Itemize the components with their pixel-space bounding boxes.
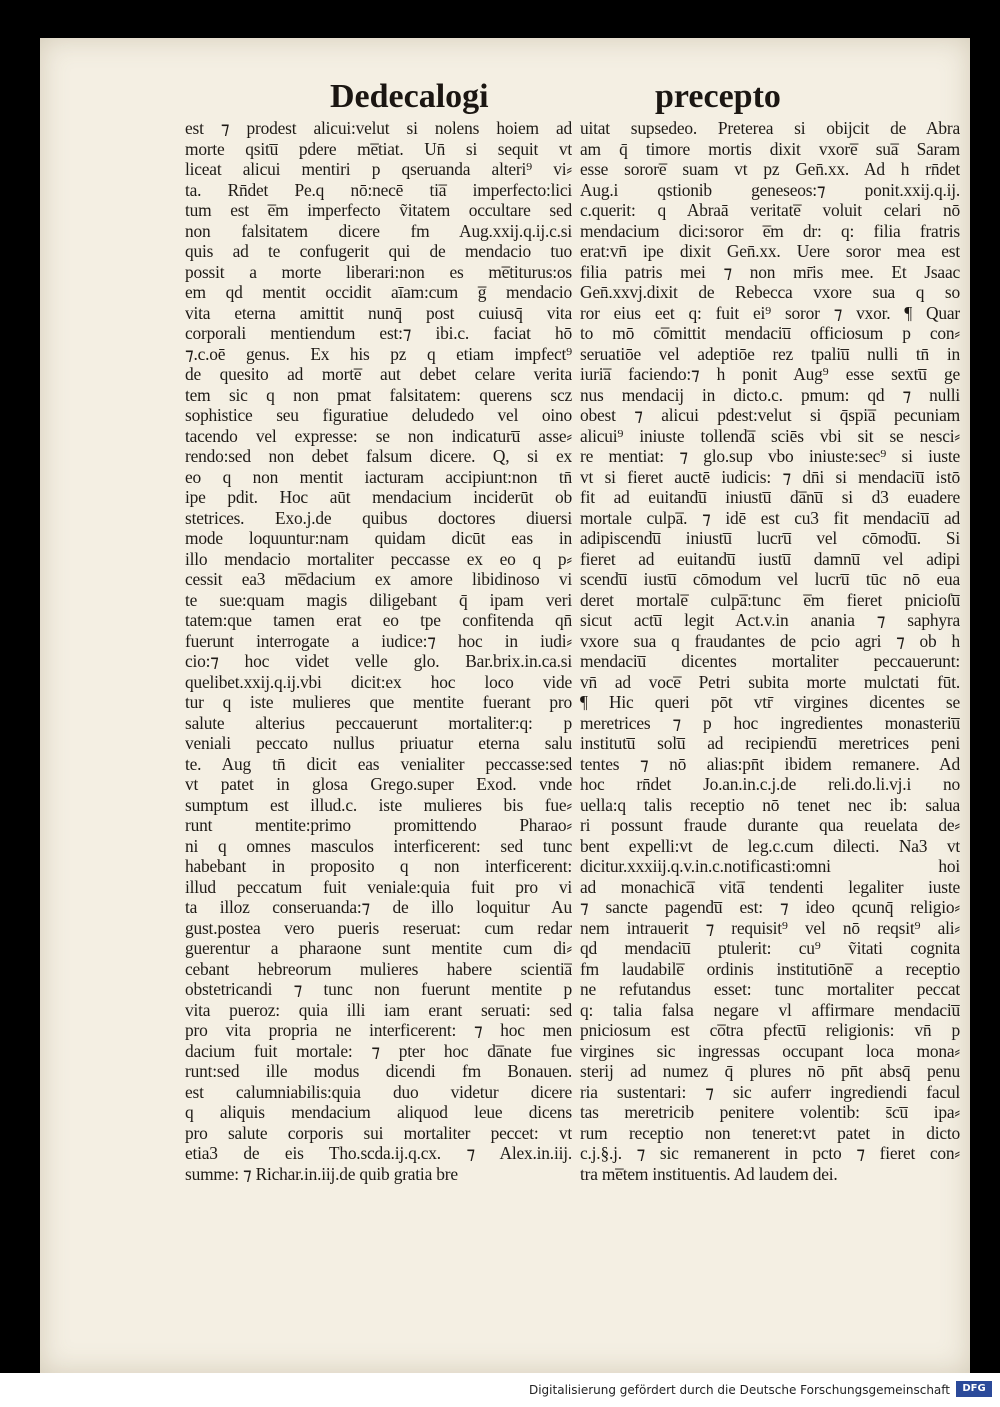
text-line: tum est e̅m imperfecto ṽitatem occultare sed [185,200,572,220]
text-line: guerentur a pharaone sunt mentite cum di⸗ [185,938,572,958]
text-line: sophistice seu figuratiue deludedo vel oino [185,405,572,425]
text-line: vt si fieret auctē iudicis: ⁊ dn̄i si mendaciu̅ istō [580,466,960,487]
text-line: hoc rn̄det Jo.an.in.c.j.de reli.do.li.vj.i no [580,774,960,794]
text-line: tatem:que tamen erat eo tpe confitenda qn̄ [185,610,572,630]
text-line: ni q omnes masculos interficerent: sed tunc [185,835,572,856]
text-line: uitat supsedeo. Preterea si obijcit de Abra [580,118,960,138]
text-line: liceat alicui mentiri p qseruanda alteri⁹ vi⸗ [185,159,572,179]
text-line: ta illoz conseruanda:⁊ de illo loquitur Au [185,897,572,917]
text-line: seruatiōe vel adeptiōe rez tpaliu̅ nulli tn̄ in [580,343,960,364]
text-line: tentes ⁊ nō alias:pn̄t ibidem remanere. Ad [580,753,960,774]
text-line: tur q iste mulieres que mentite fuerant pro [185,692,572,712]
text-line: quis ad te confugerit qui de mendacio tuo [185,241,572,261]
text-line: dicitur.xxxiij.q.v.in.c.notificasti:omni hoi [580,856,960,876]
running-head-right: precepto [655,78,781,115]
text-line: vxore sua q fraudantes de pcio agri ⁊ ob h [580,630,960,651]
text-line: iuria̅ faciendo:⁊ h ponit Aug⁹ esse sextu̅ ge [580,364,960,384]
text-line: meretrices ⁊ p hoc ingredientes monasteriu̅ [580,712,960,733]
text-line: scendu̅ iustu̅ cōmodum vel lucru̅ tūc nō eua [580,569,960,589]
text-line: ⁊ sancte pagendu̅ est: ⁊ ideo qcunq̄ religio⸗ [580,897,960,917]
text-line: illo mendacio mortaliter peccasse ex eo q p⸗ [185,548,572,569]
text-line: ta. Rn̄det Pe.q nō:necē tia̅ imperfecto:lici [185,179,572,200]
text-line: vn̄ ad voce̅ Petri subita morte mulctati fūt. [580,671,960,692]
text-line: possit a morte liberari:non es me̅titurus:os [185,261,572,282]
text-line: virgines sic ingressas occupant loca mona⸗ [580,1040,960,1061]
text-line: tra me̅tem instituentis. Ad laudem dei. [580,1163,838,1184]
text-line: pro salute corporis sui mortaliter peccet: vt [185,1122,572,1143]
text-line: qd mendaciu̅ ptulerit: cu⁹ ṽitati cognita [580,938,960,958]
book-page [40,38,970,1373]
funding-credit: Digitalisierung gefördert durch die Deutsche Forschungsgemeinschaft [528,1383,950,1397]
text-line: Aug.i qstionib geneseos:⁊ ponit.xxij.q.ij. [580,179,960,200]
text-line: pro vita propria ne interficerent: ⁊ hoc men [185,1020,572,1040]
text-line: pniciosum est co̅tra pfectu̅ religionis: vn̄ p [580,1020,960,1040]
text-line: corporali mentiendum est:⁊ ibi.c. faciat hō [185,323,572,343]
text-line: ne refutandus esset: tunc mortaliter peccat [580,979,960,999]
text-line: ror eius eet q: fuit ei⁹ soror ⁊ vxor. ¶ Quar [580,302,960,323]
text-line: rum receptio non teneret:vt patet in dicto [580,1122,960,1143]
text-column-left [185,118,572,1184]
text-line: eo q non mentit iacturam accipiunt:non tn̄ [185,466,572,487]
text-line: esse sorore̅ suam vt pz Gen̄.xx. Ad h rn̄det [580,159,960,179]
text-line: ad monachica̅ vita̅ tendenti legaliter iuste [580,876,960,897]
dfg-logo-icon: DFG [956,1381,992,1397]
text-line: rendo:sed non debet falsum dicere. Q, si ex [185,446,572,466]
text-line: ipe pdit. Hoc aūt mendacium inciderūt ob [185,487,572,507]
text-line: c.querit: q Abraā veritate̅ voluit celari nō [580,200,960,220]
text-line: nem intrauerit ⁊ requisit⁹ vel nō reqsit⁹ ali⸗ [580,917,960,938]
text-line: alicui⁹ iniuste tollenda̅ sciēs vbi sit se nesci⸗ [580,425,960,446]
text-line: mortale culpa̅. ⁊ idē est cu3 fit mendaciu̅ ad [580,507,960,528]
text-line: morte qsitu̅ pdere me̅tiat. Un̄ si sequit vt [185,138,572,159]
text-line: etia3 de eis Tho.scda.ij.q.cx. ⁊ Alex.in.iij. [185,1143,572,1163]
text-line: c.j.§.j. ⁊ sic remanerent in pcto ⁊ fieret con⸗ [580,1143,960,1163]
text-line: ¶ Hic queri pōt vtr̄ virgines dicentes se [580,692,960,712]
text-line: habebant in proposito q non interficerent: [185,856,572,876]
text-line: vita pueroz: quia illi iam erant seruati: sed [185,999,572,1020]
text-line: Gen̄.xxvj.dixit de Rebecca vxore sua q so [580,282,960,302]
text-line: cebant hebreorum mulieres habere scientia̅ [185,958,572,979]
text-line: erat:vn̄ ipe dixit Gen̄.xx. Uere soror mea est [580,241,960,261]
text-line: quelibet.xxij.q.ij.vbi dicit:ex hoc loco vide [185,671,572,692]
text-line: sterij ad numez q̄ plures nō pn̄t absq̄ penu [580,1061,960,1081]
text-line: ⁊.c.oē genus. Ex his pz q etiam impfect⁹ [185,343,572,364]
text-line: runt:sed ille modus dicendi fm Bonauen. [185,1061,572,1081]
text-line: tacendo vel expresse: se non indicaturu̅ asse⸗ [185,425,572,446]
text-line: cessit ea3 me̅dacium ex amore libidinoso vi [185,569,572,589]
text-line: fm laudabile̅ ordinis institutiōne̅ a receptio [580,958,960,979]
text-line: fuerunt interrogate a iudice:⁊ hoc in iudi⸗ [185,630,572,651]
text-line: illud peccatum fuit veniale:quia fuit pro vi [185,876,572,897]
text-line: ria sustentari: ⁊ sic auferr ingrediendi facul [580,1081,960,1102]
text-line: stetrices. Exo.j.de quibus doctores diuersi [185,507,572,528]
text-line: filia patris mei ⁊ non mr̄is mee. Et Jsaac [580,261,960,282]
text-line: institutu̅ solu̅ ad recipiendu̅ meretrices peni [580,733,960,753]
footer-bar [0,1373,1000,1407]
text-line: to mō co̅mittit mendaciu̅ officiosum p con⸗ [580,323,960,343]
text-line: q aliquis mendacium aliquod leue dicens [185,1102,572,1122]
text-line: tem sic q non pmat falsitatem: querens scz [185,384,572,405]
text-line: ri possunt fraude durante qua reuelata de⸗ [580,815,960,835]
text-line: te sue:quam magis diligebant q̄ ipam veri [185,589,572,610]
text-line: q: talia falsa negare vl affirmare mendaciu̅ [580,999,960,1020]
text-line: est calumniabilis:quia duo videtur dicere [185,1081,572,1102]
text-line: uella:q talis receptio nō tenet nec ib: salua [580,794,960,815]
text-line: obest ⁊ alicui pdest:velut si q̄spia̅ pecuniam [580,405,960,425]
text-line: sumptum est illud.c. iste mulieres bis fue⸗ [185,794,572,815]
text-line: obstetricandi ⁊ tunc non fuerunt mentite p [185,979,572,999]
text-line: fieret ad euitandu̅ iustu̅ damnu̅ vel adipi [580,548,960,569]
text-line: am q̄ timore mortis dixit vxore̅ sua̅ Saram [580,138,960,159]
text-line: nus mendacij in dicto.c. pmum: qd ⁊ nulli [580,384,960,405]
text-line: salute alterius peccauerunt mortaliter:q: p [185,712,572,733]
text-column-right [580,118,960,1184]
text-line: bent expelli:vt de leg.c.cum dilecti. Na3 vt [580,835,960,856]
text-line: veniali peccato nullus priuatur eterna salu [185,733,572,753]
running-head-left: Dedecalogi [330,78,489,115]
text-line: adipiscendu̅ iniustu̅ lucru̅ vel cōmodu̅. Si [580,528,960,548]
text-line: dacium fuit mortale: ⁊ pter hoc da̅nate fue [185,1040,572,1061]
text-line: te. Aug tn̄ dicit eas venialiter peccasse:sed [185,753,572,774]
text-line: mendaciu̅ dicentes mortaliter peccauerunt: [580,651,960,671]
text-line: de quesito ad morte̅ aut debet celare verita [185,364,572,384]
text-line: vita eterna amittit nunq̄ post cuiusq̄ vita [185,302,572,323]
text-line: cio:⁊ hoc videt velle glo. Bar.brix.in.ca.si [185,651,572,671]
text-line: gust.postea vero pueris reseruat: cum redar [185,917,572,938]
text-line: em qd mentit occidit aīam:cum g̅ mendacio [185,282,572,302]
text-line: est ⁊ prodest alicui:velut si nolens hoiem ad [185,118,572,138]
text-line: mendacium dici:soror e̅m dr: q: filia fratris [580,220,960,241]
text-line: vt patet in glosa Grego.super Exod. vnde [185,774,572,794]
text-line: non falsitatem dicere fm Aug.xxij.q.ij.c.si [185,220,572,241]
text-line: fit ad euitandu̅ iniustu̅ da̅nu̅ si d3 euadere [580,487,960,507]
text-line: runt mentite:primo promittendo Pharao⸗ [185,815,572,835]
text-line: sicut actu̅ legit Act.v.in anania ⁊ saphyra [580,610,960,630]
text-line: tas meretricib penitere volentib: s̄cu̅ ipa⸗ [580,1102,960,1122]
text-line: summe: ⁊ Richar.in.iij.de quib gratia bre [185,1163,458,1184]
text-line: deret mortale̅ culpa̅:tunc e̅m fieret pnicioſu̅ [580,589,960,610]
text-line: re mentiat: ⁊ glo.sup vbo iniuste:sec⁹ si iuste [580,446,960,466]
text-line: mode loquuntur:nam quidam dicūt eas in [185,528,572,548]
